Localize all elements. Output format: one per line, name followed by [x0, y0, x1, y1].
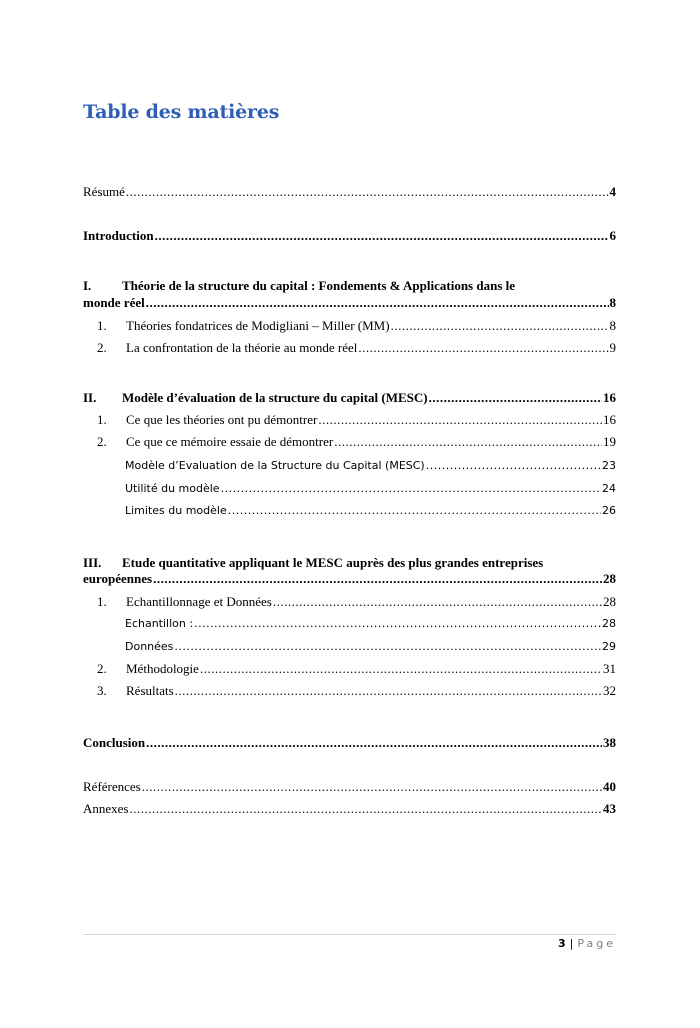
toc-number: II. [83, 390, 97, 405]
toc-leader [273, 594, 602, 610]
toc-number: III. [83, 555, 102, 570]
toc-label: Méthodologie [126, 661, 199, 676]
toc-entry-annexes[interactable] [83, 801, 616, 817]
toc-page: 6 [609, 228, 616, 243]
toc-leader [194, 616, 601, 632]
toc-leader [146, 735, 602, 751]
toc-page: 8 [609, 295, 616, 310]
toc-number: I. [83, 278, 92, 293]
toc-label: Théories fondatrices de Modigliani – Miller (MM) [126, 318, 390, 333]
toc-leader [318, 412, 602, 428]
toc-label: Echantillonnage et Données [126, 594, 272, 609]
toc-entry-2-2[interactable] [97, 434, 616, 450]
toc-page: 28 [602, 617, 616, 630]
toc-page: 26 [602, 504, 616, 517]
toc-entry-conclusion[interactable] [83, 735, 616, 751]
toc-page: 23 [602, 459, 616, 472]
toc-leader [426, 458, 601, 474]
toc-page: 16 [603, 412, 616, 427]
toc-entry-resume[interactable] [83, 184, 616, 200]
toc-label: Résumé [83, 184, 125, 199]
toc-page: 40 [603, 779, 616, 794]
toc-label: Echantillon : [125, 617, 194, 630]
toc-number: 2. [97, 434, 107, 449]
toc-leader [391, 318, 609, 334]
toc-leader [130, 801, 603, 817]
toc-number: 2. [97, 340, 107, 355]
toc-entry-1-2[interactable] [97, 340, 616, 356]
toc-leader [153, 571, 602, 587]
toc-label: monde réel [83, 295, 145, 310]
toc-entry-3-1-a[interactable] [125, 616, 616, 632]
toc-label: Etude quantitative appliquant le MESC auprès des plus grandes entreprises [122, 555, 544, 570]
toc-number: 3. [97, 683, 107, 698]
toc-entry-introduction[interactable] [83, 228, 616, 244]
toc-label: Utilité du modèle [125, 482, 220, 495]
toc-page: 29 [602, 640, 616, 653]
toc-page: 16 [603, 390, 616, 405]
toc-entry-2-1[interactable] [97, 412, 616, 428]
page-footer [558, 937, 616, 950]
toc-label: La confrontation de la théorie au monde réel [126, 340, 358, 355]
toc-leader [429, 390, 602, 406]
toc-leader [358, 340, 608, 356]
toc-leader [175, 683, 602, 699]
toc-page: 38 [603, 735, 616, 750]
toc-leader [174, 639, 601, 655]
toc-label: Ce que les théories ont pu démontrer [126, 412, 318, 427]
toc-leader [334, 434, 602, 450]
toc-label: Théorie de la structure du capital : Fondements & Applications dans le [122, 278, 516, 293]
toc-label: Annexes [83, 801, 129, 816]
toc-entry-3-1[interactable] [97, 594, 616, 610]
toc-entry-3-3[interactable] [97, 683, 616, 699]
toc-entry-2-2-c[interactable] [125, 503, 616, 519]
toc-page: 24 [602, 482, 616, 495]
toc-entry-section-2[interactable] [83, 390, 616, 406]
toc-page: 31 [603, 661, 616, 676]
toc-page: 19 [603, 434, 616, 449]
toc-label: Ce que ce mémoire essaie de démontrer [126, 434, 334, 449]
toc-number: 1. [97, 594, 107, 609]
toc-leader [146, 295, 609, 311]
toc-entry-2-2-a[interactable] [125, 458, 616, 474]
toc-label: Limites du modèle [125, 504, 227, 517]
toc-entry-1-1[interactable] [97, 318, 616, 334]
footer-divider [83, 934, 616, 935]
toc-leader [155, 228, 609, 244]
toc-entry-section-1-heading[interactable] [83, 278, 515, 294]
toc-entry-2-2-b[interactable] [125, 481, 616, 497]
toc-label: Conclusion [83, 735, 146, 750]
page-word: Page [577, 937, 616, 950]
toc-page: 28 [603, 571, 616, 586]
toc-page: 28 [603, 594, 616, 609]
toc-label: Introduction [83, 228, 154, 243]
page-number: 3 [557, 937, 566, 950]
toc-entry-references[interactable] [83, 779, 616, 795]
toc-page: 9 [609, 340, 616, 355]
toc-leader [228, 503, 601, 519]
toc-leader [126, 184, 609, 200]
toc-number: 1. [97, 318, 107, 333]
toc-page: 8 [609, 318, 616, 333]
toc-page: 4 [609, 184, 616, 199]
toc-leader [200, 661, 602, 677]
footer-separator: | [569, 937, 574, 950]
toc-entry-3-2[interactable] [97, 661, 616, 677]
toc-label: Modèle d’évaluation de la structure du capital (MESC) [122, 390, 428, 405]
toc-entry-3-1-b[interactable] [125, 639, 616, 655]
toc-page: 32 [603, 683, 616, 698]
toc-entry-section-3-heading[interactable] [83, 555, 543, 571]
toc-leader [142, 779, 602, 795]
toc-label: Références [83, 779, 141, 794]
toc-entry-section-3[interactable] [83, 571, 616, 587]
toc-label: européennes [83, 571, 153, 586]
toc-entry-section-1[interactable] [83, 295, 616, 311]
toc-number: 2. [97, 661, 107, 676]
toc-number: 1. [97, 412, 107, 427]
page-title: Table des matières [83, 101, 280, 123]
toc-page: 43 [603, 801, 616, 816]
toc-label: Modèle d’Evaluation de la Structure du Capital (MESC) [125, 459, 425, 472]
toc-leader [221, 481, 601, 497]
toc-label: Données [125, 640, 174, 653]
toc-label: Résultats [126, 683, 174, 698]
